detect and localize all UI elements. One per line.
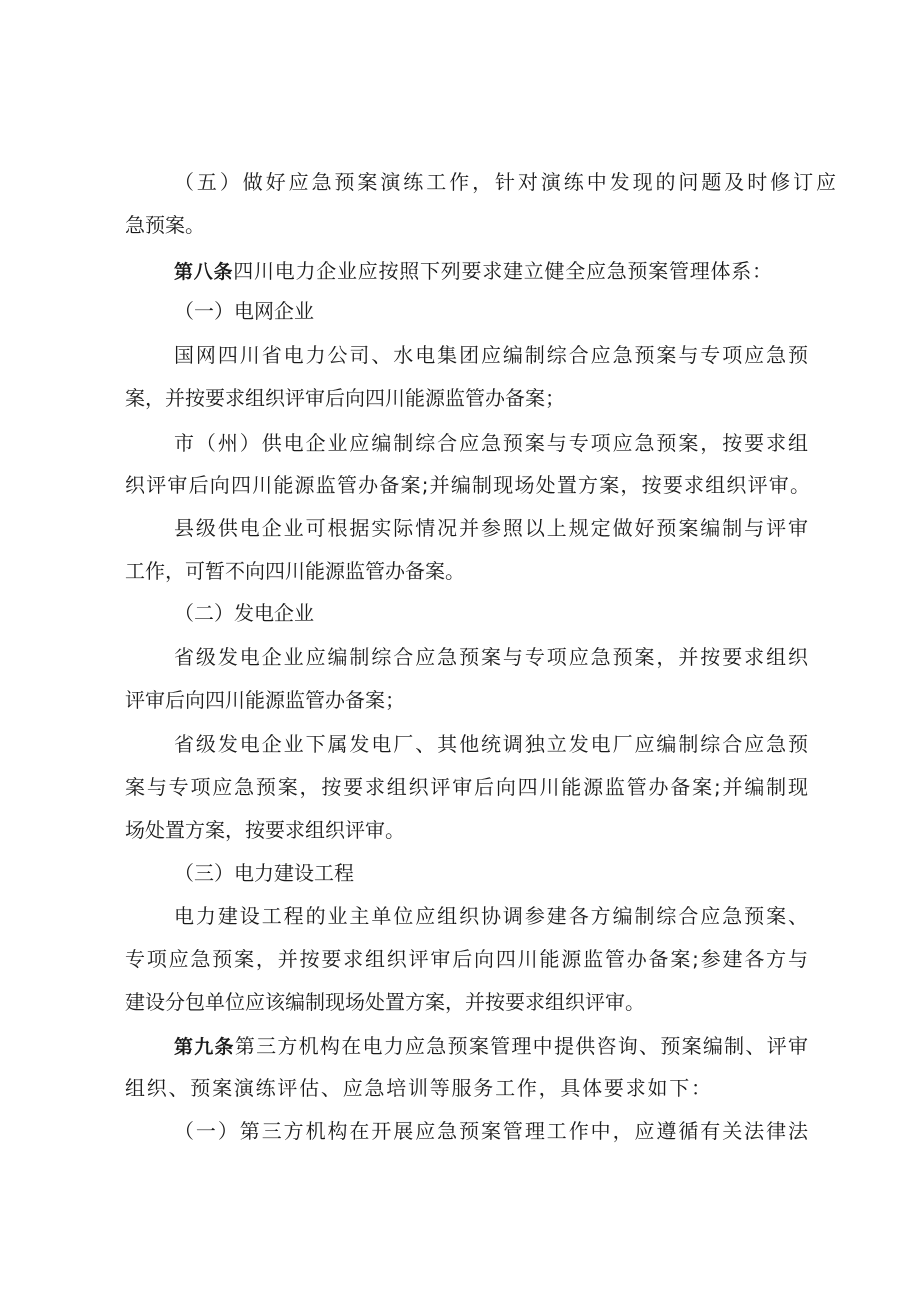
article-heading-line — [174, 258, 772, 285]
text-line — [125, 946, 808, 972]
section-heading — [174, 600, 374, 626]
text-line — [125, 212, 245, 238]
text-line — [125, 989, 685, 1015]
line-text: 急预案。 — [125, 213, 205, 237]
line-text: 四川电力企业应按照下列要求建立健全应急预案管理体系： — [233, 259, 772, 283]
line-text: 县级供电企业可根据实际情况并参照以上规定做好预案编制与评审 — [174, 516, 808, 540]
section-heading — [174, 860, 414, 886]
line-text: （五）做好应急预案演练工作，针对演练中发现的问题及时修订应 — [174, 170, 836, 194]
text-line — [125, 817, 445, 843]
text-line — [125, 385, 605, 411]
line-text: （三）电力建设工程 — [174, 861, 354, 885]
section-heading — [174, 298, 374, 324]
line-text: 国网四川省电力公司、水电集团应编制综合应急预案与专项应急预 — [174, 343, 808, 367]
line-text: 案与专项应急预案，按要求组织评审后向四川能源监管办备案;并编制现 — [125, 775, 808, 799]
text-line — [125, 558, 505, 584]
text-line — [174, 169, 836, 195]
line-text: 省级发电企业应编制综合应急预案与专项应急预案，并按要求组织 — [174, 645, 808, 669]
line-text: 工作，可暂不向四川能源监管办备案。 — [125, 559, 465, 583]
text-line — [174, 515, 808, 541]
line-text: 评审后向四川能源监管办备案； — [125, 688, 405, 712]
article-heading-line — [174, 1033, 808, 1060]
article-number: 第八条 — [174, 261, 234, 283]
text-line — [125, 472, 810, 498]
text-line — [174, 342, 808, 368]
text-line — [174, 731, 808, 757]
text-line — [125, 774, 808, 800]
text-line — [125, 687, 445, 713]
line-text: 电力建设工程的业主单位应组织协调参建各方编制综合应急预案、 — [174, 904, 808, 928]
line-text: 场处置方案，按要求组织评审。 — [125, 818, 405, 842]
line-text: （一）电网企业 — [174, 299, 314, 323]
article-number: 第九条 — [174, 1036, 235, 1058]
line-text: 专项应急预案，并按要求组织评审后向四川能源监管办备案;参建各方与 — [125, 947, 808, 971]
line-text: 组织、预案演练评估、应急培训等服务工作，具体要求如下： — [125, 1076, 711, 1100]
line-text: 省级发电企业下属发电厂、其他统调独立发电厂应编制综合应急预 — [174, 732, 808, 756]
line-text: （一）第三方机构在开展应急预案管理工作中，应遵循有关法律法 — [174, 1119, 808, 1143]
line-text: （二）发电企业 — [174, 601, 314, 625]
text-line — [174, 903, 808, 929]
text-line — [174, 1118, 808, 1144]
text-line — [174, 430, 808, 456]
text-line — [125, 1075, 711, 1101]
line-text: 第三方机构在电力应急预案管理中提供咨询、预案编制、评审 — [234, 1034, 808, 1058]
text-line — [174, 644, 808, 670]
line-text: 织评审后向四川能源监管办备案;并编制现场处置方案，按要求组织评审。 — [125, 473, 810, 497]
line-text: 建设分包单位应该编制现场处置方案，并按要求组织评审。 — [125, 990, 645, 1014]
line-text: 案，并按要求组织评审后向四川能源监管办备案； — [125, 386, 565, 410]
line-text: 市（州）供电企业应编制综合应急预案与专项应急预案，按要求组 — [174, 431, 808, 455]
